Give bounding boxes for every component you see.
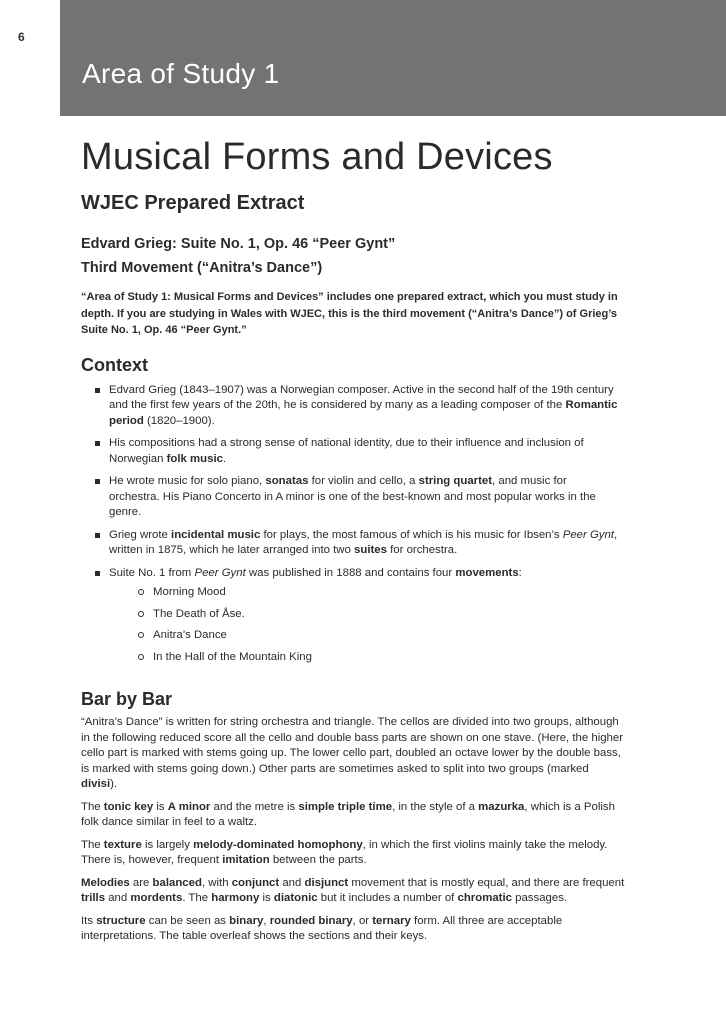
context-bullet: He wrote music for solo piano, sonatas for violin and cello, a string quartet, and music for orchestra. His Piano Concerto in A minor is one of the best-known and most popular works in the genre. <box>81 474 619 521</box>
movement-item: Anitra’s Dance <box>109 628 619 644</box>
header-title: Area of Study 1 <box>82 58 280 89</box>
movement-item: In the Hall of the Mountain King <box>109 650 619 666</box>
movement-item: The Death of Åse. <box>109 607 619 623</box>
context-list <box>81 383 641 666</box>
bar-paragraph-key-metre: The tonic key is A minor and the metre is simple triple time, in the style of a mazurka, which is a Polish folk dance similar in feel to a waltz. <box>81 800 615 828</box>
bar-paragraph-melody: Melodies are balanced, with conjunct and disjunct movement that is mostly equal, and there are frequent trills and mordents. The harmony is diatonic but it includes a number of chromatic passages. <box>81 876 625 904</box>
bar-paragraph-instrumentation: “Anitra’s Dance” is written for string orchestra and triangle. The cellos are divided into two groups, although in the following reduced score all the cello and double bass parts are shown on one stave. (Here, the higher cello part is marked with stems going up. The lower cello part, doubled an octave lower by the double bass, is marked with stems going down.) Other parts are sometimes asked to split into two groups (marked divisi). <box>81 716 624 790</box>
page-number: 6 <box>18 30 25 44</box>
circle-bullet-icon <box>138 632 144 638</box>
square-bullet-icon <box>95 571 100 576</box>
circle-bullet-icon <box>138 611 144 617</box>
context-bullet: Edvard Grieg (1843–1907) was a Norwegian composer. Active in the second half of the 19th century and the first few years of the 20th, he is considered by many as a leading composer of the Romantic period (1820–1900). <box>81 383 619 430</box>
work-title: Edvard Grieg: Suite No. 1, Op. 46 “Peer Gynt” <box>81 236 396 252</box>
square-bullet-icon <box>95 388 100 393</box>
circle-bullet-icon <box>138 654 144 660</box>
subtitle: WJEC Prepared Extract <box>81 192 305 214</box>
context-bullet: His compositions had a strong sense of national identity, due to their influence and inclusion of Norwegian folk music. <box>81 436 619 467</box>
header-band <box>60 0 726 116</box>
intro-paragraph: “Area of Study 1: Musical Forms and Devices” includes one prepared extract, which you must study in depth. If you are studying in Wales with WJEC, this is the third movement (“Anitra’s Dance”) of Grieg’s Suite No. 1, Op. 46 “Peer Gynt.” <box>81 291 618 336</box>
page-content <box>81 134 641 952</box>
movement-title: Third Movement (“Anitra’s Dance”) <box>81 260 323 276</box>
context-bullet: Grieg wrote incidental music for plays, the most famous of which is his music for Ibsen’s Peer Gynt, written in 1875, which he later arranged into two suites for orchestra. <box>81 528 619 559</box>
square-bullet-icon <box>95 533 100 538</box>
context-bullet: Suite No. 1 from Peer Gynt was published in 1888 and contains four movements: Morning Mood The Death of Åse. Anitra’s Dance In the Hall of the Mountain King <box>81 566 619 666</box>
movements-list <box>109 585 619 665</box>
bar-paragraph-structure: Its structure can be seen as binary, rounded binary, or ternary form. All three are acceptable interpretations. The table overleaf shows the sections and their keys. <box>81 914 563 942</box>
main-title: Musical Forms and Devices <box>81 136 553 178</box>
square-bullet-icon <box>95 441 100 446</box>
context-heading: Context <box>81 354 148 375</box>
bar-by-bar-heading: Bar by Bar <box>81 689 173 709</box>
square-bullet-icon <box>95 479 100 484</box>
movement-item: Morning Mood <box>109 585 619 601</box>
circle-bullet-icon <box>138 589 144 595</box>
bar-paragraph-texture: The texture is largely melody-dominated homophony, in which the first violins mainly take the melody. There is, however, frequent imitation between the parts. <box>81 838 608 866</box>
